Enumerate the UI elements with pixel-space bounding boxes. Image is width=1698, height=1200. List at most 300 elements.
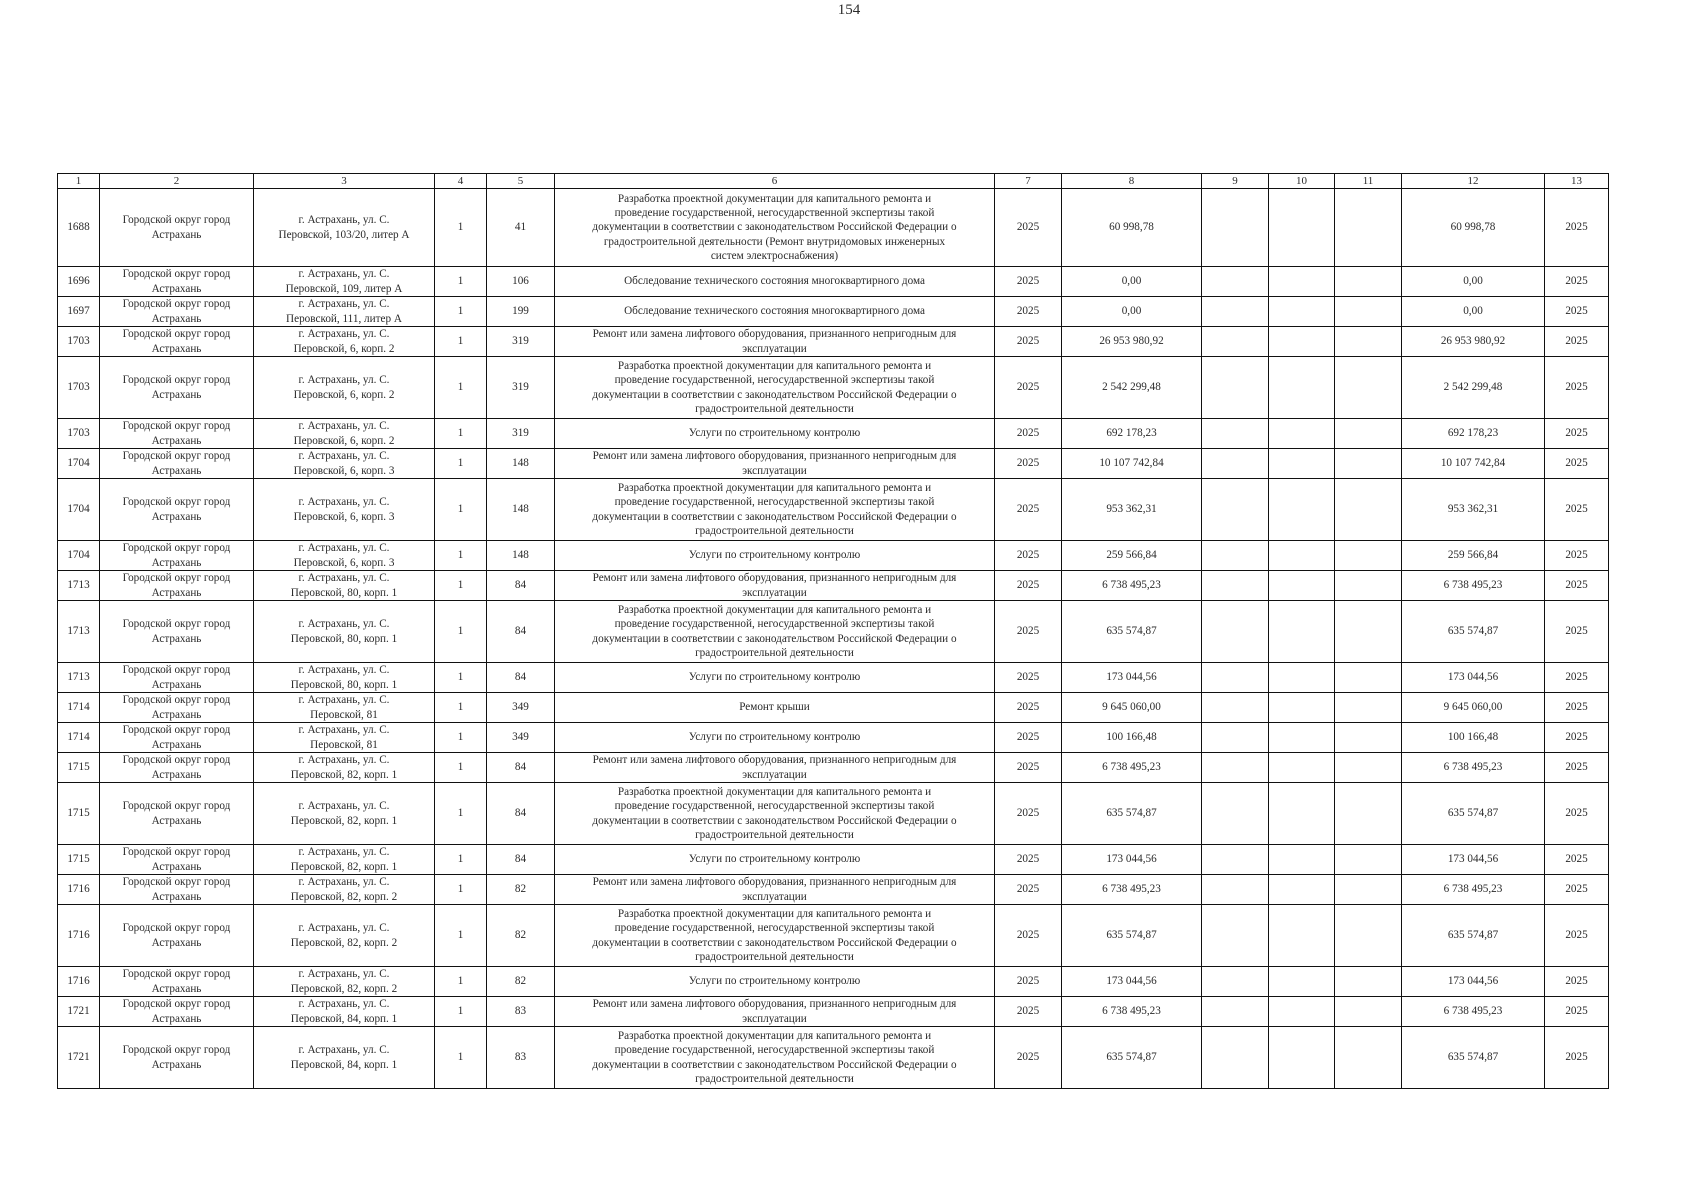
cell-col5: 84 xyxy=(487,845,555,875)
cell-work-type: Разработка проектной документации для капитального ремонта и проведение государственной, негосударственной экспертизы такой документации в соответствии с законодательством Российской Федерации о градостроительной деятельности xyxy=(555,357,995,419)
cell-col13-year: 2025 xyxy=(1545,541,1609,571)
cell-col11 xyxy=(1335,479,1402,541)
cell-municipality: Городской округ город Астрахань xyxy=(100,419,254,449)
cell-col11 xyxy=(1335,571,1402,601)
cell-col11 xyxy=(1335,783,1402,845)
cell-col12-cost: 26 953 980,92 xyxy=(1402,327,1545,357)
cell-col12-cost: 0,00 xyxy=(1402,297,1545,327)
cell-work-type: Услуги по строительному контролю xyxy=(555,967,995,997)
cell-col10 xyxy=(1269,267,1335,297)
cell-id: 1715 xyxy=(58,845,100,875)
column-header-1: 1 xyxy=(58,174,100,189)
cell-col11 xyxy=(1335,327,1402,357)
cell-col4: 1 xyxy=(435,601,487,663)
cell-id: 1715 xyxy=(58,783,100,845)
cell-work-type: Ремонт или замена лифтового оборудования, признанного непригодным для эксплуатации xyxy=(555,571,995,601)
cell-col9 xyxy=(1202,479,1269,541)
cell-col10 xyxy=(1269,753,1335,783)
table-row xyxy=(58,601,1609,663)
cell-col9 xyxy=(1202,783,1269,845)
table-row xyxy=(58,357,1609,419)
cell-year: 2025 xyxy=(995,541,1062,571)
column-header-13: 13 xyxy=(1545,174,1609,189)
cell-address: г. Астрахань, ул. С. Перовской, 111, литер А xyxy=(254,297,435,327)
column-header-9: 9 xyxy=(1202,174,1269,189)
cell-col9 xyxy=(1202,419,1269,449)
cell-col11 xyxy=(1335,267,1402,297)
cell-total-cost: 173 044,56 xyxy=(1062,967,1202,997)
cell-year: 2025 xyxy=(995,327,1062,357)
cell-col13-year: 2025 xyxy=(1545,327,1609,357)
cell-total-cost: 26 953 980,92 xyxy=(1062,327,1202,357)
cell-year: 2025 xyxy=(995,845,1062,875)
cell-col10 xyxy=(1269,875,1335,905)
table-row xyxy=(58,419,1609,449)
cell-col9 xyxy=(1202,967,1269,997)
cell-address: г. Астрахань, ул. С. Перовской, 82, корп. 1 xyxy=(254,845,435,875)
cell-col4: 1 xyxy=(435,357,487,419)
cell-col11 xyxy=(1335,997,1402,1027)
column-header-5: 5 xyxy=(487,174,555,189)
cell-address: г. Астрахань, ул. С. Перовской, 84, корп. 1 xyxy=(254,997,435,1027)
cell-col13-year: 2025 xyxy=(1545,693,1609,723)
cell-address: г. Астрахань, ул. С. Перовской, 82, корп. 2 xyxy=(254,875,435,905)
cell-col4: 1 xyxy=(435,479,487,541)
cell-col9 xyxy=(1202,845,1269,875)
cell-municipality: Городской округ город Астрахань xyxy=(100,1027,254,1089)
cell-municipality: Городской округ город Астрахань xyxy=(100,905,254,967)
cell-address: г. Астрахань, ул. С. Перовской, 82, корп. 2 xyxy=(254,967,435,997)
cell-address: г. Астрахань, ул. С. Перовской, 6, корп. 2 xyxy=(254,327,435,357)
table-row xyxy=(58,327,1609,357)
table-body xyxy=(58,189,1609,1089)
table-row xyxy=(58,783,1609,845)
cell-id: 1716 xyxy=(58,967,100,997)
cell-col9 xyxy=(1202,997,1269,1027)
column-header-8: 8 xyxy=(1062,174,1202,189)
cell-year: 2025 xyxy=(995,967,1062,997)
cell-address: г. Астрахань, ул. С. Перовской, 6, корп. 2 xyxy=(254,419,435,449)
cell-col10 xyxy=(1269,1027,1335,1089)
cell-col10 xyxy=(1269,845,1335,875)
cell-address: г. Астрахань, ул. С. Перовской, 80, корп. 1 xyxy=(254,663,435,693)
cell-col11 xyxy=(1335,419,1402,449)
cell-col4: 1 xyxy=(435,783,487,845)
cell-col4: 1 xyxy=(435,419,487,449)
cell-col12-cost: 953 362,31 xyxy=(1402,479,1545,541)
cell-address: г. Астрахань, ул. С. Перовской, 82, корп. 1 xyxy=(254,783,435,845)
cell-address: г. Астрахань, ул. С. Перовской, 6, корп. 3 xyxy=(254,449,435,479)
cell-col4: 1 xyxy=(435,189,487,267)
cell-address: г. Астрахань, ул. С. Перовской, 80, корп. 1 xyxy=(254,601,435,663)
cell-col12-cost: 6 738 495,23 xyxy=(1402,875,1545,905)
cell-col4: 1 xyxy=(435,875,487,905)
cell-col12-cost: 635 574,87 xyxy=(1402,1027,1545,1089)
cell-col13-year: 2025 xyxy=(1545,875,1609,905)
cell-year: 2025 xyxy=(995,357,1062,419)
cell-col12-cost: 635 574,87 xyxy=(1402,905,1545,967)
cell-address: г. Астрахань, ул. С. Перовской, 6, корп. 3 xyxy=(254,541,435,571)
cell-col9 xyxy=(1202,723,1269,753)
table-row xyxy=(58,753,1609,783)
cell-address: г. Астрахань, ул. С. Перовской, 103/20, литер А xyxy=(254,189,435,267)
cell-col13-year: 2025 xyxy=(1545,845,1609,875)
cell-col12-cost: 100 166,48 xyxy=(1402,723,1545,753)
table-row xyxy=(58,663,1609,693)
cell-col13-year: 2025 xyxy=(1545,357,1609,419)
cell-total-cost: 6 738 495,23 xyxy=(1062,997,1202,1027)
cell-id: 1713 xyxy=(58,663,100,693)
cell-total-cost: 6 738 495,23 xyxy=(1062,753,1202,783)
cell-year: 2025 xyxy=(995,419,1062,449)
cell-col13-year: 2025 xyxy=(1545,267,1609,297)
cell-col4: 1 xyxy=(435,663,487,693)
cell-col12-cost: 692 178,23 xyxy=(1402,419,1545,449)
cell-col10 xyxy=(1269,297,1335,327)
cell-municipality: Городской округ город Астрахань xyxy=(100,663,254,693)
cell-municipality: Городской округ город Астрахань xyxy=(100,449,254,479)
cell-col13-year: 2025 xyxy=(1545,479,1609,541)
cell-municipality: Городской округ город Астрахань xyxy=(100,297,254,327)
cell-col5: 82 xyxy=(487,905,555,967)
table-row xyxy=(58,967,1609,997)
cell-total-cost: 953 362,31 xyxy=(1062,479,1202,541)
column-header-3: 3 xyxy=(254,174,435,189)
cell-id: 1703 xyxy=(58,327,100,357)
cell-col13-year: 2025 xyxy=(1545,723,1609,753)
cell-id: 1688 xyxy=(58,189,100,267)
cell-total-cost: 60 998,78 xyxy=(1062,189,1202,267)
cell-col11 xyxy=(1335,753,1402,783)
cell-total-cost: 0,00 xyxy=(1062,297,1202,327)
cell-id: 1713 xyxy=(58,601,100,663)
table-row xyxy=(58,845,1609,875)
cell-col4: 1 xyxy=(435,997,487,1027)
cell-total-cost: 635 574,87 xyxy=(1062,601,1202,663)
cell-year: 2025 xyxy=(995,297,1062,327)
table-row xyxy=(58,571,1609,601)
cell-col11 xyxy=(1335,449,1402,479)
cell-municipality: Городской округ город Астрахань xyxy=(100,479,254,541)
cell-col4: 1 xyxy=(435,845,487,875)
cell-work-type: Услуги по строительному контролю xyxy=(555,723,995,753)
cell-total-cost: 259 566,84 xyxy=(1062,541,1202,571)
cell-id: 1713 xyxy=(58,571,100,601)
cell-col12-cost: 6 738 495,23 xyxy=(1402,753,1545,783)
cell-col5: 84 xyxy=(487,753,555,783)
cell-work-type: Разработка проектной документации для капитального ремонта и проведение государственной, негосударственной экспертизы такой документации в соответствии с законодательством Российской Федерации о градостроительной деятельности xyxy=(555,783,995,845)
cell-work-type: Разработка проектной документации для капитального ремонта и проведение государственной, негосударственной экспертизы такой документации в соответствии с законодательством Российской Федерации о градостроительной деятельности (Ремонт внутридомовых инженерных систем электроснабжения) xyxy=(555,189,995,267)
cell-col5: 106 xyxy=(487,267,555,297)
cell-col11 xyxy=(1335,1027,1402,1089)
cell-work-type: Ремонт или замена лифтового оборудования, признанного непригодным для эксплуатации xyxy=(555,449,995,479)
cell-col10 xyxy=(1269,663,1335,693)
cell-col9 xyxy=(1202,327,1269,357)
cell-col9 xyxy=(1202,449,1269,479)
cell-col9 xyxy=(1202,541,1269,571)
cell-col10 xyxy=(1269,541,1335,571)
cell-col11 xyxy=(1335,189,1402,267)
cell-col13-year: 2025 xyxy=(1545,189,1609,267)
cell-municipality: Городской округ город Астрахань xyxy=(100,875,254,905)
cell-col13-year: 2025 xyxy=(1545,601,1609,663)
cell-address: г. Астрахань, ул. С. Перовской, 6, корп. 2 xyxy=(254,357,435,419)
cell-col5: 148 xyxy=(487,449,555,479)
cell-municipality: Городской округ город Астрахань xyxy=(100,601,254,663)
cell-total-cost: 173 044,56 xyxy=(1062,663,1202,693)
cell-col5: 319 xyxy=(487,357,555,419)
cell-municipality: Городской округ город Астрахань xyxy=(100,541,254,571)
cell-col4: 1 xyxy=(435,905,487,967)
table-row xyxy=(58,449,1609,479)
column-header-7: 7 xyxy=(995,174,1062,189)
cell-year: 2025 xyxy=(995,783,1062,845)
cell-col4: 1 xyxy=(435,753,487,783)
cell-id: 1714 xyxy=(58,693,100,723)
cell-id: 1716 xyxy=(58,875,100,905)
cell-col13-year: 2025 xyxy=(1545,753,1609,783)
cell-work-type: Ремонт или замена лифтового оборудования, признанного непригодным для эксплуатации xyxy=(555,753,995,783)
cell-col11 xyxy=(1335,601,1402,663)
cell-col12-cost: 9 645 060,00 xyxy=(1402,693,1545,723)
cell-municipality: Городской округ город Астрахань xyxy=(100,753,254,783)
cell-municipality: Городской округ город Астрахань xyxy=(100,267,254,297)
cell-work-type: Обследование технического состояния многоквартирного дома xyxy=(555,267,995,297)
cell-col9 xyxy=(1202,189,1269,267)
cell-col9 xyxy=(1202,875,1269,905)
cell-total-cost: 100 166,48 xyxy=(1062,723,1202,753)
cell-id: 1703 xyxy=(58,357,100,419)
column-header-10: 10 xyxy=(1269,174,1335,189)
cell-address: г. Астрахань, ул. С. Перовской, 6, корп. 3 xyxy=(254,479,435,541)
cell-work-type: Услуги по строительному контролю xyxy=(555,663,995,693)
cell-col4: 1 xyxy=(435,1027,487,1089)
cell-municipality: Городской округ город Астрахань xyxy=(100,357,254,419)
cell-col9 xyxy=(1202,571,1269,601)
cell-col11 xyxy=(1335,723,1402,753)
cell-col5: 199 xyxy=(487,297,555,327)
cell-address: г. Астрахань, ул. С. Перовской, 84, корп. 1 xyxy=(254,1027,435,1089)
cell-address: г. Астрахань, ул. С. Перовской, 81 xyxy=(254,693,435,723)
table-row xyxy=(58,189,1609,267)
cell-col10 xyxy=(1269,449,1335,479)
cell-municipality: Городской округ город Астрахань xyxy=(100,189,254,267)
cell-total-cost: 10 107 742,84 xyxy=(1062,449,1202,479)
cell-id: 1704 xyxy=(58,479,100,541)
cell-col10 xyxy=(1269,601,1335,663)
cell-col5: 319 xyxy=(487,327,555,357)
table-row xyxy=(58,297,1609,327)
cell-col9 xyxy=(1202,905,1269,967)
cell-work-type: Ремонт или замена лифтового оборудования, признанного непригодным для эксплуатации xyxy=(555,997,995,1027)
cell-col11 xyxy=(1335,875,1402,905)
cell-col4: 1 xyxy=(435,967,487,997)
cell-col5: 84 xyxy=(487,783,555,845)
cell-year: 2025 xyxy=(995,601,1062,663)
table-row xyxy=(58,875,1609,905)
cell-col12-cost: 173 044,56 xyxy=(1402,967,1545,997)
cell-col10 xyxy=(1269,997,1335,1027)
cell-col10 xyxy=(1269,189,1335,267)
column-number-row xyxy=(58,174,1609,189)
column-header-12: 12 xyxy=(1402,174,1545,189)
cell-total-cost: 635 574,87 xyxy=(1062,1027,1202,1089)
cell-col12-cost: 173 044,56 xyxy=(1402,845,1545,875)
table-row xyxy=(58,905,1609,967)
cell-col10 xyxy=(1269,479,1335,541)
cell-col10 xyxy=(1269,693,1335,723)
table-row xyxy=(58,479,1609,541)
cell-work-type: Услуги по строительному контролю xyxy=(555,541,995,571)
cell-work-type: Разработка проектной документации для капитального ремонта и проведение государственной, негосударственной экспертизы такой документации в соответствии с законодательством Российской Федерации о градостроительной деятельности xyxy=(555,905,995,967)
table-row xyxy=(58,723,1609,753)
cell-col9 xyxy=(1202,601,1269,663)
cell-col4: 1 xyxy=(435,571,487,601)
cell-col9 xyxy=(1202,753,1269,783)
cell-col12-cost: 635 574,87 xyxy=(1402,783,1545,845)
table-header xyxy=(58,174,1609,189)
column-header-6: 6 xyxy=(555,174,995,189)
cell-col11 xyxy=(1335,845,1402,875)
cell-id: 1715 xyxy=(58,753,100,783)
cell-col4: 1 xyxy=(435,723,487,753)
cell-col5: 349 xyxy=(487,723,555,753)
cell-work-type: Разработка проектной документации для капитального ремонта и проведение государственной, негосударственной экспертизы такой документации в соответствии с законодательством Российской Федерации о градостроительной деятельности xyxy=(555,479,995,541)
table-row xyxy=(58,997,1609,1027)
cell-year: 2025 xyxy=(995,905,1062,967)
cell-col9 xyxy=(1202,1027,1269,1089)
cell-municipality: Городской округ город Астрахань xyxy=(100,967,254,997)
cell-municipality: Городской округ город Астрахань xyxy=(100,693,254,723)
cell-col4: 1 xyxy=(435,693,487,723)
cell-col12-cost: 173 044,56 xyxy=(1402,663,1545,693)
cell-col5: 84 xyxy=(487,663,555,693)
cell-col10 xyxy=(1269,905,1335,967)
cell-id: 1696 xyxy=(58,267,100,297)
cell-col12-cost: 635 574,87 xyxy=(1402,601,1545,663)
cell-col13-year: 2025 xyxy=(1545,967,1609,997)
table-row xyxy=(58,267,1609,297)
cell-id: 1697 xyxy=(58,297,100,327)
cell-col4: 1 xyxy=(435,449,487,479)
cell-col12-cost: 6 738 495,23 xyxy=(1402,571,1545,601)
cell-col12-cost: 2 542 299,48 xyxy=(1402,357,1545,419)
cell-year: 2025 xyxy=(995,997,1062,1027)
column-header-4: 4 xyxy=(435,174,487,189)
cell-municipality: Городской округ город Астрахань xyxy=(100,571,254,601)
cell-total-cost: 2 542 299,48 xyxy=(1062,357,1202,419)
cell-col13-year: 2025 xyxy=(1545,449,1609,479)
cell-id: 1721 xyxy=(58,1027,100,1089)
cell-year: 2025 xyxy=(995,571,1062,601)
cell-total-cost: 9 645 060,00 xyxy=(1062,693,1202,723)
cell-year: 2025 xyxy=(995,753,1062,783)
cell-col4: 1 xyxy=(435,297,487,327)
cell-col13-year: 2025 xyxy=(1545,571,1609,601)
table-row xyxy=(58,693,1609,723)
cell-total-cost: 173 044,56 xyxy=(1062,845,1202,875)
cell-col5: 349 xyxy=(487,693,555,723)
cell-col5: 148 xyxy=(487,479,555,541)
cell-col12-cost: 0,00 xyxy=(1402,267,1545,297)
cell-id: 1703 xyxy=(58,419,100,449)
cell-col9 xyxy=(1202,663,1269,693)
cell-col9 xyxy=(1202,357,1269,419)
cell-total-cost: 635 574,87 xyxy=(1062,905,1202,967)
cell-col12-cost: 60 998,78 xyxy=(1402,189,1545,267)
cell-col9 xyxy=(1202,267,1269,297)
cell-col13-year: 2025 xyxy=(1545,663,1609,693)
cell-id: 1704 xyxy=(58,541,100,571)
cell-col11 xyxy=(1335,357,1402,419)
cell-col13-year: 2025 xyxy=(1545,905,1609,967)
cell-year: 2025 xyxy=(995,723,1062,753)
cell-col5: 84 xyxy=(487,601,555,663)
cell-municipality: Городской округ город Астрахань xyxy=(100,723,254,753)
cell-col12-cost: 259 566,84 xyxy=(1402,541,1545,571)
cell-col5: 84 xyxy=(487,571,555,601)
cell-year: 2025 xyxy=(995,875,1062,905)
cell-col10 xyxy=(1269,419,1335,449)
cell-col10 xyxy=(1269,967,1335,997)
cell-col11 xyxy=(1335,693,1402,723)
page-number: 154 xyxy=(837,2,861,18)
cell-address: г. Астрахань, ул. С. Перовской, 80, корп. 1 xyxy=(254,571,435,601)
cell-work-type: Разработка проектной документации для капитального ремонта и проведение государственной, негосударственной экспертизы такой документации в соответствии с законодательством Российской Федерации о градостроительной деятельности xyxy=(555,601,995,663)
cell-col10 xyxy=(1269,723,1335,753)
cell-work-type: Услуги по строительному контролю xyxy=(555,845,995,875)
cell-year: 2025 xyxy=(995,189,1062,267)
cell-year: 2025 xyxy=(995,1027,1062,1089)
cell-work-type: Ремонт или замена лифтового оборудования, признанного непригодным для эксплуатации xyxy=(555,875,995,905)
cell-address: г. Астрахань, ул. С. Перовской, 82, корп. 2 xyxy=(254,905,435,967)
cell-col11 xyxy=(1335,663,1402,693)
cell-municipality: Городской округ город Астрахань xyxy=(100,997,254,1027)
cell-municipality: Городской округ город Астрахань xyxy=(100,327,254,357)
cell-col13-year: 2025 xyxy=(1545,419,1609,449)
cell-col11 xyxy=(1335,967,1402,997)
cell-col11 xyxy=(1335,297,1402,327)
cell-col5: 82 xyxy=(487,875,555,905)
cell-year: 2025 xyxy=(995,449,1062,479)
cell-year: 2025 xyxy=(995,663,1062,693)
cell-municipality: Городской округ город Астрахань xyxy=(100,783,254,845)
cell-id: 1716 xyxy=(58,905,100,967)
cell-col10 xyxy=(1269,783,1335,845)
cell-col11 xyxy=(1335,905,1402,967)
column-header-2: 2 xyxy=(100,174,254,189)
cell-total-cost: 6 738 495,23 xyxy=(1062,875,1202,905)
cell-col5: 319 xyxy=(487,419,555,449)
cell-work-type: Услуги по строительному контролю xyxy=(555,419,995,449)
cell-col5: 83 xyxy=(487,1027,555,1089)
cell-col13-year: 2025 xyxy=(1545,297,1609,327)
cell-address: г. Астрахань, ул. С. Перовской, 82, корп. 1 xyxy=(254,753,435,783)
cell-total-cost: 0,00 xyxy=(1062,267,1202,297)
cell-work-type: Ремонт крыши xyxy=(555,693,995,723)
cell-col13-year: 2025 xyxy=(1545,783,1609,845)
cell-year: 2025 xyxy=(995,267,1062,297)
cell-address: г. Астрахань, ул. С. Перовской, 109, литер А xyxy=(254,267,435,297)
cell-col4: 1 xyxy=(435,267,487,297)
column-header-11: 11 xyxy=(1335,174,1402,189)
cell-total-cost: 6 738 495,23 xyxy=(1062,571,1202,601)
cell-col5: 83 xyxy=(487,997,555,1027)
cell-col11 xyxy=(1335,541,1402,571)
cell-col10 xyxy=(1269,571,1335,601)
cell-work-type: Ремонт или замена лифтового оборудования, признанного непригодным для эксплуатации xyxy=(555,327,995,357)
cell-id: 1714 xyxy=(58,723,100,753)
